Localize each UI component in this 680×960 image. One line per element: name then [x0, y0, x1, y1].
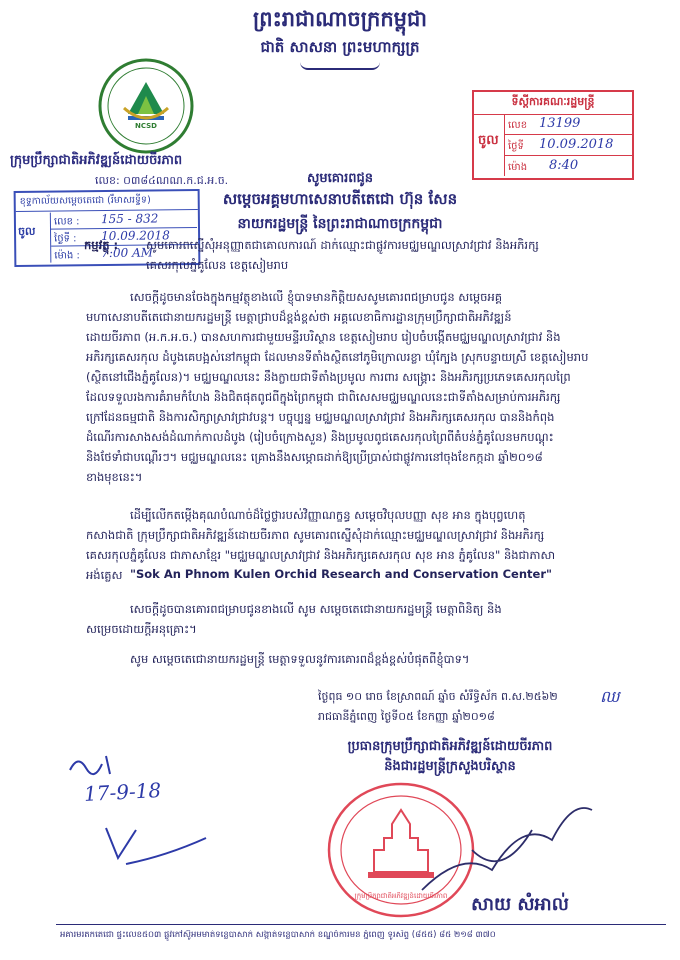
handwritten-margin-note: ឈ [600, 687, 620, 706]
para1-line: ក្រៅដែនធម្មជាតិ និងការសិក្សាស្រាវជ្រាវបន្ត។ បច្ចុប្បន្ន មជ្ឈមណ្ឌលស្រាវជ្រាវ និងអភិរក្សគេសរកុល បាននិងកំពុង [86, 410, 555, 424]
subject-line-1: សូមគោរពស្នើសុំអនុញ្ញាតជាគោលការណ៍ ដាក់ឈ្មោះជាផ្លូវការមជ្ឈមណ្ឌលស្រាវជ្រាវ និងអភិរក្ស [146, 238, 539, 252]
lunar-date: ថ្ងៃពុធ ១០ រោច ខែស្រាពណ៍ ឆ្នាំច សំរឹទ្ធិស័ក ព.ស.២៥៦២ [318, 690, 558, 703]
para1-line: (ស្ថិតនៅជើងភ្នំគូលែន)។ មជ្ឈមណ្ឌលនេះ នឹងក្លាយជាទីតាំងប្រមូល ការពារ សង្គ្រោះ និងអភិរក្សប្រភេទគេសរកុលព្រៃ [86, 370, 571, 384]
stamp-council-time-label: ម៉ោង [508, 162, 528, 173]
handwritten-initial-mark [96, 820, 216, 874]
para1-line: សេចក្ដីដូចមានចែងក្នុងកម្មវត្ថុខាងលើ ខ្ញុំបាទមានកិត្តិយសសូមគោរពជម្រាបជូន សម្ដេចអគ្គ [130, 290, 503, 304]
stamp-council-time-value: 8:40 [549, 158, 579, 173]
para1-line: ខាងមុខនេះ។ [86, 470, 143, 484]
footer-address: អគារមរតកតេជោ ផ្ទះលេខ៥០៣ ផ្លូវកៅស៊ូអមមាត់ទន្លេបាសាក់ សង្កាត់ទន្លេបាសាក់ ខណ្ឌចំការមន ភ្នំពេញ ទូរស័ព្ទ (៨៥៥) ៨៥ ២១៨ ៣៧០ [60, 930, 496, 940]
addressee-greeting: សូមគោរពជូន [306, 171, 373, 186]
addressee-name: សម្ដេចអគ្គមហាសេនាបតីតេជោ ហ៊ុន សែន [222, 190, 458, 208]
receipt-stamp-council-ministers [472, 90, 634, 180]
stamp-council-title: ទីស្ដីការគណៈរដ្ឋមន្ត្រី [474, 92, 632, 115]
para1-line: ដំណើរការសាងសង់ដំណាក់កាលដំបូង (រៀបចំក្រោងសួន) និងប្រមូលពូជគេសរកុលព្រៃពីតំបន់ភ្នំគូលែនមកបណ្ដុះ [86, 430, 554, 444]
handwritten-date-note: 17-9-18 [83, 777, 162, 807]
stamp-cabinet-no-value: 155 - 832 [100, 211, 159, 227]
signer-title-2: និងជារដ្ឋមន្ត្រីក្រសួងបរិស្ថាន [384, 759, 516, 774]
signature [402, 790, 602, 904]
para1-line: មហាសេនាបតីតេជោនាយករដ្ឋមន្ត្រី មេត្តាជ្រាបដ៏ខ្ពង់ខ្ពស់ថា អគ្គលេខាធិការដ្ឋានក្រុមប្រឹក្សាជាតិអភិវឌ្ឍន៍ [86, 310, 512, 324]
footer-rule [56, 924, 666, 925]
header-ornament [300, 62, 380, 70]
stamp-cabinet-title: ខុទ្ទកាល័យសម្ដេចតេជោ (រឹមាសរទ្វីទ) [16, 191, 198, 212]
stamp-cabinet-code: ចូល [17, 224, 36, 238]
signer-name: សាយ សំអាល់ [471, 894, 569, 915]
kingdom-heading: ព្រះរាជាណាចក្រកម្ពុជា [252, 6, 427, 31]
para1-line: អភិរក្សគេសរកុល ដំបូងគេបង្អស់នៅកម្ពុជា ដែលមានទីតាំងស្ថិតនៅភូមិក្រោលរខ្លា ឃុំក្បែង ស្រុកបន្ទាយស្រី ខេត្តសៀមរាប [86, 350, 589, 364]
seal-text: ក្រុមប្រឹក្សាជាតិអភិវឌ្ឍន៍ដោយចីរភាព [354, 892, 448, 900]
council-logo-emblem [98, 58, 194, 154]
council-name: ក្រុមប្រឹក្សាជាតិអភិវឌ្ឍន៍ដោយចីរភាព [10, 153, 183, 168]
solar-date: រាជធានីភ្នំពេញ ថ្ងៃទី០៥ ខែកញ្ញា ឆ្នាំ២០១៨ [318, 710, 495, 723]
motto-heading: ជាតិ សាសនា ព្រះមហាក្សត្រ [260, 38, 420, 56]
para2-line: អង់គ្លេស [86, 568, 123, 582]
council-logo-abbr: NCSD [135, 122, 157, 130]
para3-line: សម្រេចដោយក្ដីអនុគ្រោះ។ [86, 622, 197, 636]
para2-line: គេសរកុលភ្នំគូលែន ជាភាសាខ្មែរ "មជ្ឈមណ្ឌលស្រាវជ្រាវ និងអភិរក្សគេសរកុល សុខ អាន ភ្នំគូលែន" និងជាភាសា [86, 548, 556, 562]
stamp-cabinet-no-label: លេខ : [53, 216, 80, 228]
handwritten-margin-mark [66, 750, 126, 784]
para3-line: សេចក្ដីដូចបានគោរពជម្រាបជូនខាងលើ សូម សម្ដេចតេជោនាយករដ្ឋមន្ត្រី មេត្តាពិនិត្យ និង [130, 602, 502, 616]
para1-line: ដែលទទួលរងការគំរាមកំហែង និងជិតផុតពូជពីក្នុងព្រៃកម្ពុជា ជាពិសេសមជ្ឈមណ្ឌលនេះជាទីតាំងសម្រាប់ការអភិរក្ស [86, 390, 561, 404]
stamp-cabinet-time-value: 7:00 AM [101, 245, 154, 261]
stamp-council-no-label: លេខ [508, 120, 528, 131]
signer-title-1: ប្រធានក្រុមប្រឹក្សាជាតិអភិវឌ្ឍន៍ដោយចីរភាព [347, 739, 553, 754]
receipt-stamp-cabinet [14, 189, 201, 267]
stamp-council-no-value: 13199 [539, 116, 581, 131]
stamp-cabinet-date-label: ថ្ងៃទី : [54, 233, 77, 245]
stamp-council-date-label: ថ្ងៃទី [508, 141, 524, 152]
english-center-name: "Sok An Phnom Kulen Orchid Research and Conservation Center" [130, 567, 553, 581]
margin-scribble-icon [66, 750, 126, 780]
addressee-title: នាយករដ្ឋមន្ត្រី នៃព្រះរាជាណាចក្រកម្ពុជា [237, 216, 443, 232]
para1-line: ដោយចីរភាព (អ.ក.អ.ច.) បានសហការជាមួយមន្ទីរបរិស្ថាន ខេត្តសៀមរាប រៀបចំបង្កើតមជ្ឈមណ្ឌលស្រាវជ្រាវ និង [86, 330, 561, 344]
stamp-council-code: ចូល [478, 133, 499, 148]
subject-line-2: គេសរកុលភ្នំគូលែន ខេត្តសៀមរាប [146, 258, 289, 272]
council-ref: លេខ: ០៣៨៤ណណ.ក.ជ.អ.ច. [95, 174, 229, 187]
council-logo [98, 58, 194, 154]
initial-scribble-icon [96, 820, 216, 870]
stamp-council-date-value: 10.09.2018 [539, 137, 614, 152]
signature-scribble-icon [402, 790, 602, 900]
stamp-cabinet-date-value: 10.09.2018 [101, 228, 170, 244]
para2-line: ដើម្បីលើកតម្កើងគុណបំណាច់ដ៏ថ្លៃថ្លារបស់វិញ្ញាណក្ខន្ធ សម្ដេចវិបុលបញ្ញា សុខ អាន ក្នុងបុព្វហេតុ [130, 508, 526, 522]
para2-line: កសាងជាតិ ក្រុមប្រឹក្សាជាតិអភិវឌ្ឍន៍ដោយចីរភាព សូមគោរពស្នើសុំដាក់ឈ្មោះមជ្ឈមណ្ឌលស្រាវជ្រាវ និងអភិរក្ស [86, 528, 545, 542]
closing-line: សូម សម្ដេចតេជោនាយករដ្ឋមន្ត្រី មេត្តាទទួលនូវការគោរពដ៏ខ្ពង់ខ្ពស់បំផុតពីខ្ញុំបាទ។ [130, 652, 470, 666]
para1-line: និងថែទាំជាបណ្ដើរៗ។ មជ្ឈមណ្ឌលនេះ គ្រោងនឹងសម្ភោធដាក់ឱ្យប្រើប្រាស់ជាផ្លូវការនៅចុងខែកក្កដា ឆ្នាំ២០១៨ [86, 450, 543, 464]
subject-label: កម្មវត្ថុ : [84, 238, 119, 252]
stamp-cabinet-time-label: ម៉ោង : [54, 250, 80, 262]
